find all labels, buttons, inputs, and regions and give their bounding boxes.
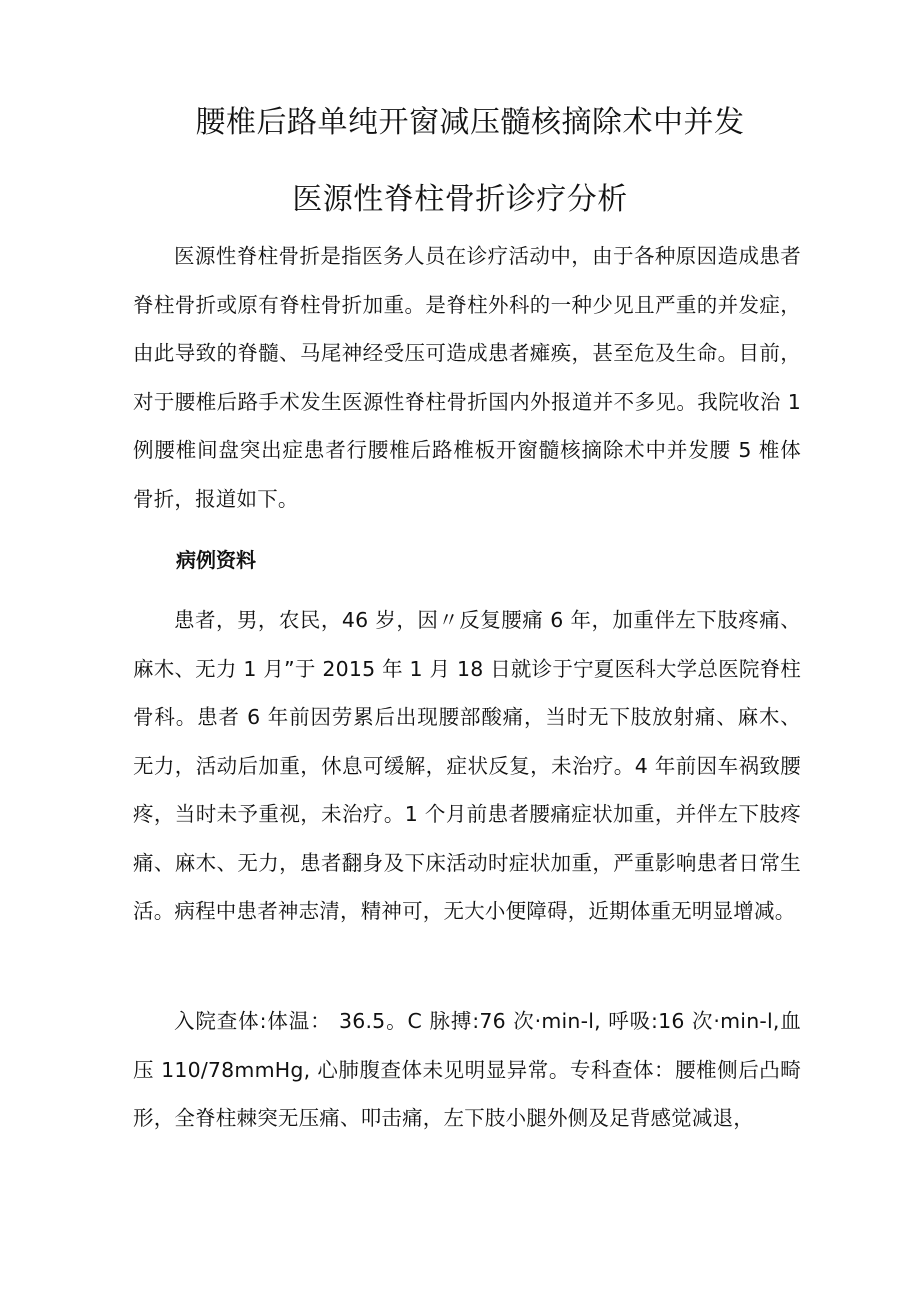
section-heading-case-data: 病例资料 xyxy=(176,548,256,572)
case-history-paragraph: 患者，男，农民，46 岁，因〃反复腰痛 6 年，加重伴左下肢疼痛、麻木、无力 1 月”于 2015 年 1 月 18 日就诊于宁夏医科大学总医院脊柱骨科。患者 6 年前因劳累后出现腰部酸痛，当时无下肢放射痛、麻木、无力，活动后加重，休息可缓解，症状反复，未治疗。4 年前因车祸致腰疼，当时未予重视，未治疗。1 个月前患者腰痛症状加重，并伴左下肢疼痛、麻木、无力，患者翻身及下床活动时症状加重，严重影响患者日常生活。病程中患者神志清，精神可，无大小便障碍，近期体重无明显增减。 xyxy=(133,608,801,923)
physical-exam-paragraph: 入院查体:体温： 36.5。C 脉搏:76 次·min-l, 呼吸:16 次·min-l,血压 110/78mmHg, 心肺腹查体未见明显异常。专科查体：腰椎侧后凸畸形，全脊柱棘突无压痛、叩击痛，左下肢小腿外侧及足背感觉减退， xyxy=(133,1009,801,1130)
intro-paragraph: 医源性脊柱骨折是指医务人员在诊疗活动中，由于各种原因造成患者脊柱骨折或原有脊柱骨折加重。是脊柱外科的一种少见且严重的并发症，由此导致的脊髓、马尾神经受压可造成患者瘫痪，甚至危及生命。目前，对于腰椎后路手术发生医源性脊柱骨折国内外报道并不多见。我院收治 1 例腰椎间盘突出症患者行腰椎后路椎板开窗髓核摘除术中并发腰 5 椎体骨折，报道如下。 xyxy=(133,244,801,511)
document-title-line-2: 医源性脊柱骨折诊疗分析 xyxy=(292,182,628,217)
document-title-line-1: 腰椎后路单纯开窗减压髓核摘除术中并发 xyxy=(195,105,745,140)
